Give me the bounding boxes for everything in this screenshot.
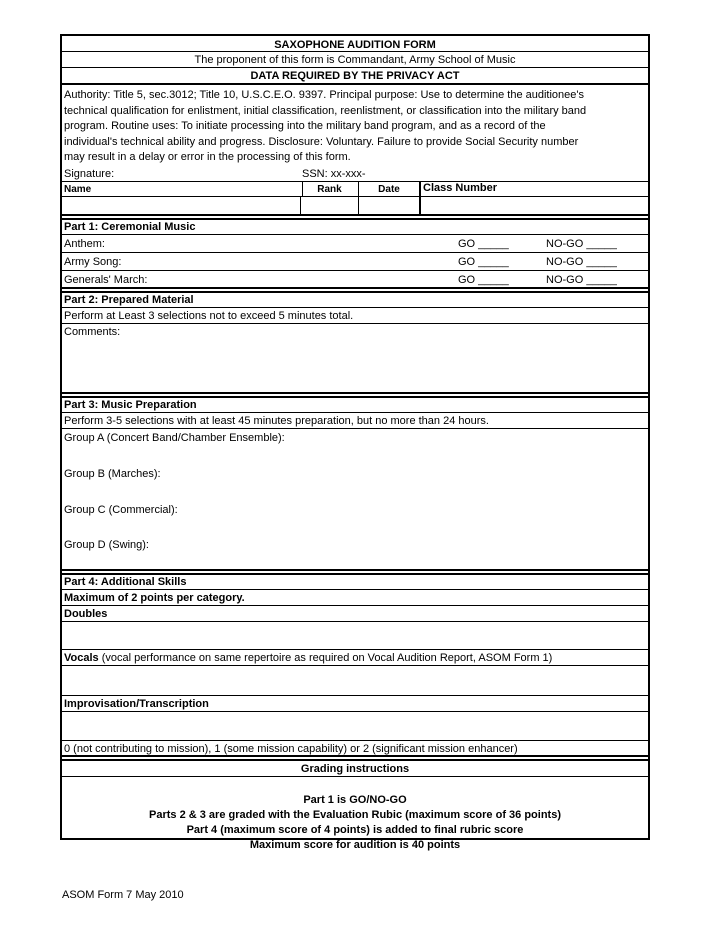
part1-item-label: Generals' March: bbox=[64, 274, 148, 286]
signature-label: Signature: bbox=[64, 168, 115, 180]
grading-line: Maximum score for audition is 40 points bbox=[249, 839, 461, 851]
date-field[interactable] bbox=[359, 197, 421, 214]
ssn-label: SSN: xx-xxx- bbox=[302, 168, 366, 180]
part1-heading: Part 1: Ceremonial Music bbox=[60, 220, 650, 235]
improv-label: Improvisation/Transcription bbox=[60, 696, 650, 712]
grading-instructions bbox=[60, 777, 650, 851]
group-c-label: Group C (Commercial): bbox=[64, 504, 178, 516]
signature-row bbox=[60, 166, 650, 182]
go-field[interactable]: GO _____ bbox=[458, 238, 509, 250]
form-footer: ASOM Form 7 May 2010 bbox=[62, 889, 184, 901]
part3-groups[interactable] bbox=[60, 429, 650, 571]
doubles-field[interactable] bbox=[60, 622, 650, 650]
class-number-label: Class Number bbox=[423, 182, 497, 194]
date-label: Date bbox=[359, 182, 421, 196]
grading-line: Part 4 (maximum score of 4 points) is added to final rubric score bbox=[186, 824, 524, 836]
grading-heading: Grading instructions bbox=[60, 761, 650, 777]
group-b-label: Group B (Marches): bbox=[64, 468, 161, 480]
part2-comments[interactable] bbox=[60, 324, 650, 394]
group-a-label: Group A (Concert Band/Chamber Ensemble): bbox=[64, 432, 285, 444]
improv-field[interactable] bbox=[60, 712, 650, 741]
doubles-label: Doubles bbox=[60, 606, 650, 622]
privacy-text bbox=[60, 85, 650, 166]
privacy-line: may result in a delay or error in the processing of this form. bbox=[64, 151, 351, 163]
comments-label: Comments: bbox=[64, 326, 121, 338]
vocals-label bbox=[60, 650, 650, 666]
nogo-field[interactable]: NO-GO _____ bbox=[546, 238, 617, 250]
go-field[interactable]: GO _____ bbox=[458, 256, 509, 268]
name-header-row bbox=[60, 182, 650, 197]
part2-heading: Part 2: Prepared Material bbox=[60, 293, 650, 308]
vocals-description: (vocal performance on same repertoire as required on Vocal Audition Report, ASOM Form 1) bbox=[98, 652, 553, 664]
part3-heading: Part 3: Music Preparation bbox=[60, 398, 650, 413]
part4-max-points: Maximum of 2 points per category. bbox=[60, 590, 650, 606]
privacy-line: technical qualification for enlistment, initial classification, reenlistment, or classification into the military band bbox=[64, 104, 587, 117]
grading-line: Parts 2 & 3 are graded with the Evaluation Rubic (maximum score of 36 points) bbox=[149, 809, 561, 821]
part1-item-label: Anthem: bbox=[64, 238, 105, 250]
part4-heading: Part 4: Additional Skills bbox=[60, 575, 650, 590]
rank-field[interactable] bbox=[301, 197, 359, 214]
part2-instruction: Perform at Least 3 selections not to exceed 5 minutes total. bbox=[60, 308, 650, 324]
part1-item-generals-march bbox=[60, 271, 650, 289]
part3-instruction: Perform 3-5 selections with at least 45 minutes preparation, but no more than 24 hours. bbox=[60, 413, 650, 429]
privacy-line: Authority: Title 5, sec.3012; Title 10, U.S.C.E.O. 9397. Principal purpose: Use to determine the auditionee's bbox=[64, 89, 584, 101]
privacy-line: program. Routine uses: To initiate processing into the military band program, and as a record of the bbox=[64, 120, 546, 132]
name-field[interactable] bbox=[62, 197, 301, 214]
proponent-line: The proponent of this form is Commandant, Army School of Music bbox=[60, 52, 650, 68]
class-number-field[interactable] bbox=[421, 197, 648, 214]
vocals-bold: Vocals bbox=[64, 652, 99, 664]
part1-item-label: Army Song: bbox=[64, 256, 122, 268]
nogo-field[interactable]: NO-GO _____ bbox=[546, 256, 617, 268]
rank-label: Rank bbox=[301, 182, 359, 196]
grading-line: Part 1 is GO/NO-GO bbox=[303, 794, 407, 806]
privacy-line: individual's technical ability and progress. Disclosure: Voluntary. Failure to provide Social Security number bbox=[64, 135, 579, 148]
vocals-field[interactable] bbox=[60, 666, 650, 696]
scoring-scale: 0 (not contributing to mission), 1 (some mission capability) or 2 (significant mission enhancer) bbox=[60, 741, 650, 757]
audition-form bbox=[60, 34, 650, 851]
part1-item-anthem bbox=[60, 235, 650, 253]
go-field[interactable]: GO _____ bbox=[458, 274, 509, 286]
name-label: Name bbox=[62, 182, 303, 196]
part1-item-army-song bbox=[60, 253, 650, 271]
nogo-field[interactable]: NO-GO _____ bbox=[546, 274, 617, 286]
privacy-heading: DATA REQUIRED BY THE PRIVACY ACT bbox=[60, 68, 650, 85]
form-title: SAXOPHONE AUDITION FORM bbox=[60, 34, 650, 52]
group-d-label: Group D (Swing): bbox=[64, 539, 149, 551]
name-entry-row bbox=[60, 197, 650, 216]
